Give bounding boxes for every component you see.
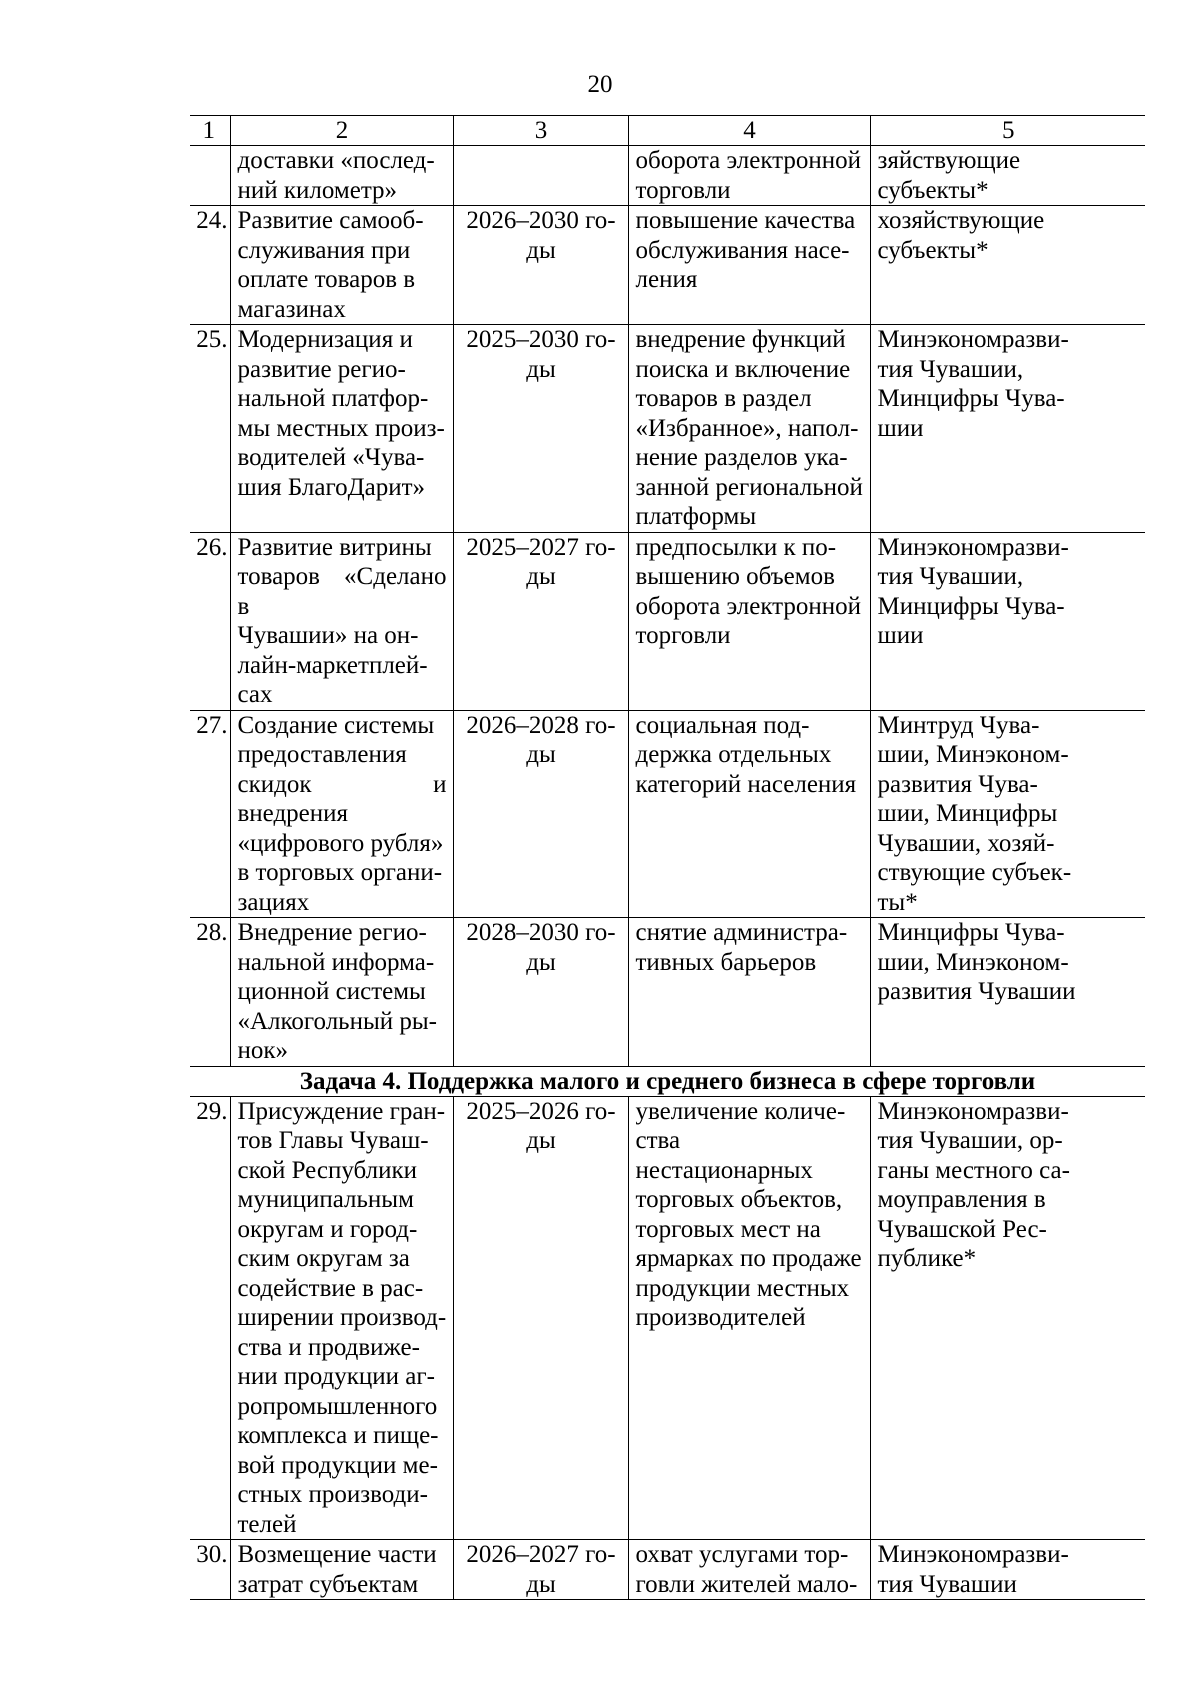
measure-name-cell: доставки «послед- ний километр» [230,146,453,206]
table-row [190,710,1145,918]
row-number: 24. [190,206,230,325]
expected-result-cell: увеличение количе- ства нестационарных торговых объектов, торговых мест на ярмарках по продаже продукции местных производителей [628,1096,870,1540]
table-row [190,325,1145,533]
task-heading: Задача 4. Поддержка малого и среднего бизнеса в сфере торговли [190,1066,1145,1096]
table-row [190,918,1145,1067]
column-header: 3 [453,116,628,146]
expected-result-cell: охват услугами тор- говли жителей мало- [628,1540,870,1600]
period-cell: 2025–2030 го- ды [453,325,628,533]
task-heading-row [190,1066,1145,1096]
expected-result-cell: повышение качества обслуживания насе- ления [628,206,870,325]
responsible-cell: хозяйствующие субъекты* [870,206,1145,325]
measure-name-cell: Развитие витрины товаров «Сделано в Чувашии» на он- лайн-маркетплей- сах [230,532,453,710]
period-cell: 2026–2027 го- ды [453,1540,628,1600]
period-cell: 2028–2030 го- ды [453,918,628,1067]
expected-result-cell: предпосылки к по- вышению объемов оборота электронной торговли [628,532,870,710]
responsible-cell: зяйствующие субъекты* [870,146,1145,206]
measure-name-cell: Создание системы предоставления скидок и внедрения «цифрового рубля» в торговых органи- зациях [230,710,453,918]
table-row [190,532,1145,710]
measure-name-cell: Развитие самооб- служивания при оплате товаров в магазинах [230,206,453,325]
table-row [190,146,1145,206]
row-number: 28. [190,918,230,1067]
responsible-cell: Минэкономразви- тия Чувашии, Минцифры Чува- шии [870,532,1145,710]
measures-table [190,115,1145,1600]
column-header: 4 [628,116,870,146]
row-number: 30. [190,1540,230,1600]
responsible-cell: Минтруд Чува- шии, Минэконом- развития Чува- шии, Минцифры Чувашии, хозяй- ствующие субъек- ты* [870,710,1145,918]
row-number: 29. [190,1096,230,1540]
period-cell: 2025–2027 го- ды [453,532,628,710]
measure-name-cell: Возмещение части затрат субъектам [230,1540,453,1600]
table-row [190,206,1145,325]
expected-result-cell: внедрение функций поиска и включение товаров в раздел «Избранное», напол- нение разделов ука- занной региональной платформы [628,325,870,533]
table-header-row [190,116,1145,146]
measure-name-cell: Модернизация и развитие регио- нальной платфор- мы местных произ- водителей «Чува- шия БлагоДарит» [230,325,453,533]
table-row [190,1540,1145,1600]
column-header: 2 [230,116,453,146]
period-cell [453,146,628,206]
expected-result-cell: снятие администра- тивных барьеров [628,918,870,1067]
page-number: 20 [587,71,613,98]
period-cell: 2026–2028 го- ды [453,710,628,918]
column-header: 1 [190,116,230,146]
row-number [190,146,230,206]
responsible-cell: Минцифры Чува- шии, Минэконом- развития Чувашии [870,918,1145,1067]
period-cell: 2025–2026 го- ды [453,1096,628,1540]
table-row [190,1096,1145,1540]
column-header: 5 [870,116,1145,146]
measure-name-cell: Внедрение регио- нальной информа- ционной системы «Алкогольный ры- нок» [230,918,453,1067]
measure-name-cell: Присуждение гран- тов Главы Чуваш- ской Республики муниципальным округам и город- ским округам за содействие в рас- ширении производ- ства и продвиже- нии продукции аг- ропромышленного комплекса и пище- вой продукции ме- стных производи- телей [230,1096,453,1540]
expected-result-cell: оборота электронной торговли [628,146,870,206]
responsible-cell: Минэкономразви- тия Чувашии, ор- ганы местного са- моуправления в Чувашской Рес- публике* [870,1096,1145,1540]
row-number: 25. [190,325,230,533]
row-number: 26. [190,532,230,710]
responsible-cell: Минэкономразви- тия Чувашии, Минцифры Чува- шии [870,325,1145,533]
responsible-cell: Минэкономразви- тия Чувашии [870,1540,1145,1600]
period-cell: 2026–2030 го- ды [453,206,628,325]
expected-result-cell: социальная под- держка отдельных категорий населения [628,710,870,918]
row-number: 27. [190,710,230,918]
